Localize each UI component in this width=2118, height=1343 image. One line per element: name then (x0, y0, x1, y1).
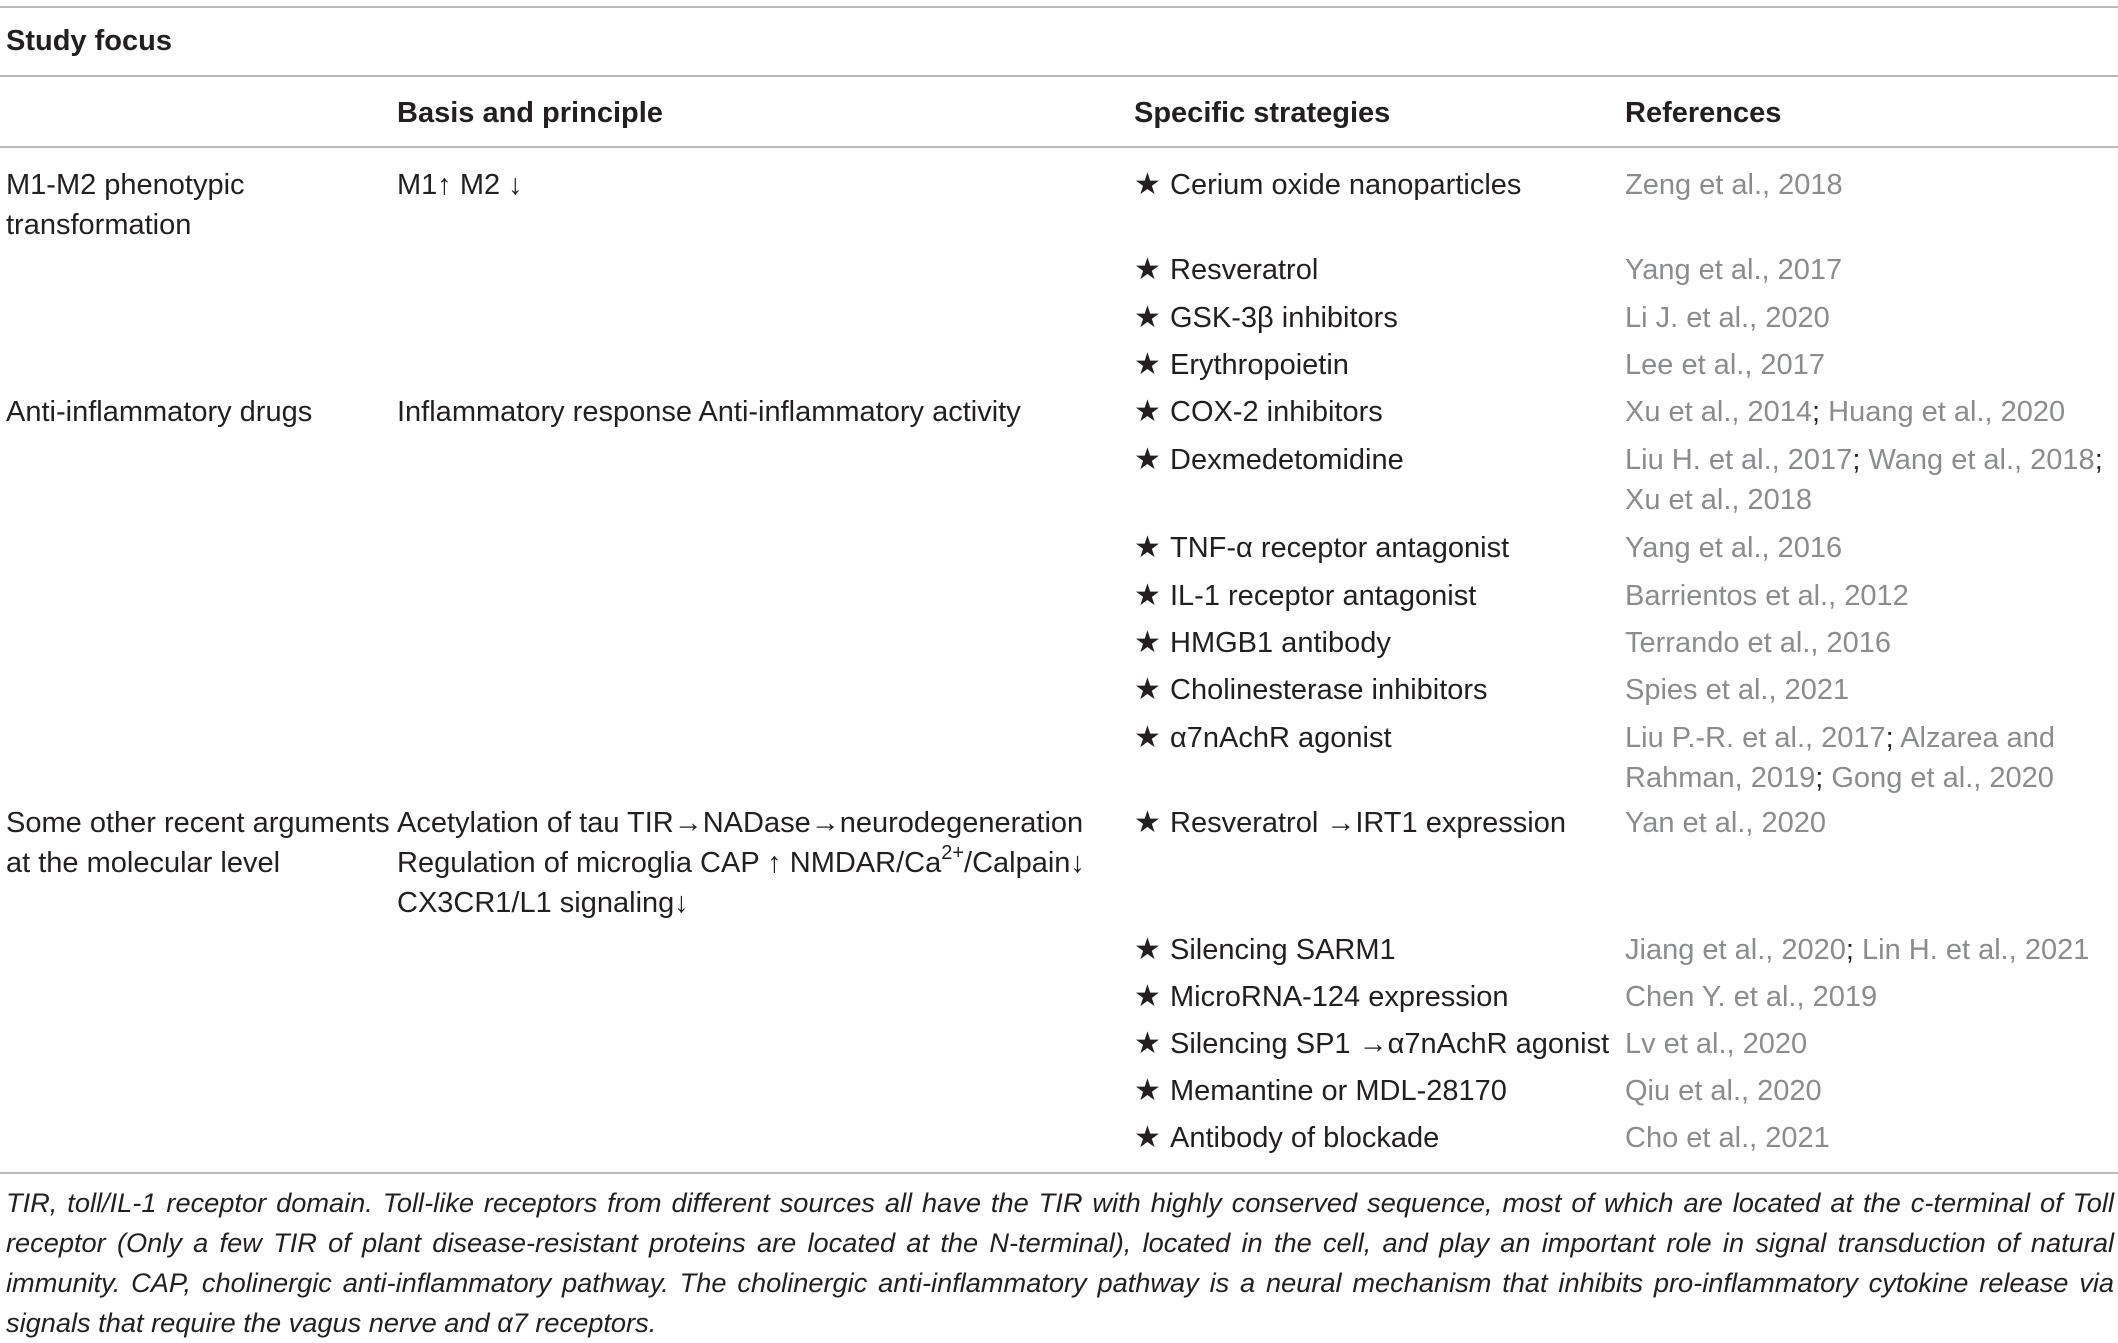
reference-separator: ; (2094, 444, 2103, 476)
reference-cell (1625, 165, 2105, 205)
star-icon: ★ (1134, 721, 1161, 754)
strategy-label: Cerium oxide nanoparticles (1170, 169, 1522, 201)
reference-link[interactable]: Xu et al., 2014 (1625, 396, 1813, 428)
reference-link[interactable]: Gong et al., 2020 (1831, 762, 2054, 794)
reference-link[interactable]: Alzarea and Rahman, 2019 (1625, 722, 2055, 794)
star-icon: ★ (1134, 980, 1161, 1013)
reference-link[interactable]: Qiu et al., 2020 (1625, 1075, 1822, 1107)
reference-link[interactable]: Liu P.-R. et al., 2017 (1625, 722, 1886, 754)
star-icon: ★ (1134, 933, 1161, 966)
header-rule-bottom (0, 146, 2118, 148)
header-rule-top (0, 75, 2118, 77)
reference-link[interactable]: Lin H. et al., 2021 (1862, 934, 2090, 966)
strategy-item (1134, 250, 1614, 290)
reference-cell (1625, 576, 2105, 616)
reference-link[interactable]: Lv et al., 2020 (1625, 1028, 1808, 1060)
star-icon: ★ (1134, 301, 1161, 334)
basis-text: /Calpain↓ (964, 847, 1085, 879)
reference-cell (1625, 930, 2105, 970)
star-icon: ★ (1134, 673, 1161, 706)
star-icon: ★ (1134, 531, 1161, 564)
strategy-label: TNF-α receptor antagonist (1170, 532, 1510, 564)
strategy-item (1134, 392, 1614, 432)
star-icon: ★ (1134, 443, 1161, 476)
reference-link[interactable]: Chen Y. et al., 2019 (1625, 981, 1878, 1013)
strategy-item (1134, 528, 1614, 568)
reference-cell (1625, 250, 2105, 290)
reference-link[interactable]: Yang et al., 2016 (1625, 532, 1843, 564)
reference-link[interactable]: Huang et al., 2020 (1828, 396, 2066, 428)
star-icon: ★ (1134, 579, 1161, 612)
study-focus-cell: Anti-inflammatory drugs (6, 396, 313, 428)
study-focus-cell: M1-M2 phenotypic transformation (6, 169, 245, 241)
reference-link[interactable]: Yang et al., 2017 (1625, 254, 1843, 286)
column-header-basis: Basis and principle (397, 97, 663, 129)
star-icon: ★ (1134, 1074, 1161, 1107)
strategy-label: Dexmedetomidine (1170, 444, 1404, 476)
bottom-rule (0, 1172, 2118, 1174)
reference-link[interactable]: Barrientos et al., 2012 (1625, 580, 1909, 612)
strategy-item (1134, 298, 1614, 338)
reference-cell (1625, 528, 2105, 568)
reference-separator: ; (1815, 762, 1824, 794)
strategy-item (1134, 1071, 1614, 1111)
reference-link[interactable]: Liu H. et al., 2017 (1625, 444, 1853, 476)
strategy-label: HMGB1 antibody (1170, 627, 1391, 659)
reference-cell (1625, 440, 2105, 520)
reference-cell (1625, 1118, 2105, 1158)
study-focus-title: Study focus (6, 25, 172, 57)
reference-link[interactable]: Li J. et al., 2020 (1625, 302, 1830, 334)
reference-link[interactable]: Wang et al., 2018 (1868, 444, 2095, 476)
reference-cell (1625, 1071, 2105, 1111)
strategy-label: MicroRNA-124 expression (1170, 981, 1509, 1013)
strategy-label: Memantine or MDL-28170 (1170, 1075, 1507, 1107)
reference-cell (1625, 298, 2105, 338)
star-icon: ★ (1134, 395, 1161, 428)
strategy-item (1134, 670, 1614, 710)
reference-link[interactable]: Cho et al., 2021 (1625, 1122, 1830, 1154)
strategy-label: GSK-3β inhibitors (1170, 302, 1398, 334)
reference-link[interactable]: Yan et al., 2020 (1625, 807, 1827, 839)
strategy-label: Erythropoietin (1170, 349, 1349, 381)
reference-link[interactable]: Lee et al., 2017 (1625, 349, 1825, 381)
reference-link[interactable]: Spies et al., 2021 (1625, 674, 1850, 706)
reference-cell (1625, 623, 2105, 663)
basis-line: CX3CR1/L1 signaling↓ (397, 887, 689, 919)
basis-cell (397, 803, 1127, 923)
reference-separator: ; (1852, 444, 1861, 476)
strategy-label: Silencing SARM1 (1170, 934, 1396, 966)
reference-cell (1625, 718, 2105, 798)
basis-text: Regulation of microglia CAP ↑ NMDAR/Ca (397, 847, 942, 879)
reference-cell (1625, 392, 2105, 432)
reference-separator: ; (1845, 934, 1854, 966)
strategy-item (1134, 623, 1614, 663)
basis-cell: Inflammatory response Anti-inflammatory activity (397, 396, 1021, 428)
basis-cell: M1↑ M2 ↓ (397, 169, 523, 201)
strategy-label: Resveratrol →IRT1 expression (1170, 807, 1566, 839)
reference-cell (1625, 345, 2105, 385)
reference-cell (1625, 803, 2105, 843)
strategy-item (1134, 718, 1614, 758)
star-icon: ★ (1134, 253, 1161, 286)
strategy-label: α7nAchR agonist (1170, 722, 1392, 754)
strategy-item (1134, 440, 1614, 480)
strategy-item (1134, 345, 1614, 385)
strategy-item (1134, 930, 1614, 970)
reference-link[interactable]: Terrando et al., 2016 (1625, 627, 1892, 659)
reference-separator: ; (1885, 722, 1894, 754)
star-icon: ★ (1134, 1121, 1161, 1154)
strategy-label: Silencing SP1 →α7nAchR agonist (1170, 1028, 1610, 1060)
strategy-label: COX-2 inhibitors (1170, 396, 1383, 428)
star-icon: ★ (1134, 348, 1161, 381)
reference-link[interactable]: Jiang et al., 2020 (1625, 934, 1846, 966)
reference-link[interactable]: Xu et al., 2018 (1625, 484, 1813, 516)
reference-cell (1625, 670, 2105, 710)
strategy-item (1134, 977, 1614, 1017)
reference-cell (1625, 1024, 2105, 1064)
column-header-references: References (1625, 97, 1782, 129)
star-icon: ★ (1134, 626, 1161, 659)
strategy-item (1134, 803, 1614, 843)
table-footnote: TIR, toll/IL-1 receptor domain. Toll-like receptors from different sources all have the TIR with highly conserved sequence, most of which are located at the c-terminal of Toll receptor (Only a few TIR of plant disease-resistant proteins are located at the N-terminal), located in the cell, and play an important role in signal transduction of natural immunity. CAP, cholinergic anti-inflammatory pathway. The cholinergic anti-inflammatory pathway is a neural mechanism that inhibits pro-inflammatory cytokine release via signals that require the vagus nerve and α7 receptors. (6, 1187, 2114, 1338)
strategy-label: Resveratrol (1170, 254, 1319, 286)
reference-link[interactable]: Zeng et al., 2018 (1625, 169, 1843, 201)
strategy-label: Antibody of blockade (1170, 1122, 1440, 1154)
strategy-item (1134, 1024, 1614, 1064)
basis-superscript: 2+ (941, 842, 965, 865)
basis-line: Acetylation of tau TIR→NADase→neurodegeneration (397, 807, 1084, 839)
basis-line (397, 843, 1127, 883)
star-icon: ★ (1134, 1027, 1161, 1060)
strategy-label: IL-1 receptor antagonist (1170, 580, 1477, 612)
strategy-item (1134, 576, 1614, 616)
strategy-label: Cholinesterase inhibitors (1170, 674, 1488, 706)
top-rule (0, 6, 2118, 8)
reference-cell (1625, 977, 2105, 1017)
strategy-item (1134, 165, 1614, 205)
strategy-item (1134, 1118, 1614, 1158)
column-header-strategies: Specific strategies (1134, 97, 1391, 129)
star-icon: ★ (1134, 168, 1161, 201)
reference-separator: ; (1812, 396, 1821, 428)
study-focus-cell: Some other recent arguments at the molecular level (6, 807, 390, 879)
star-icon: ★ (1134, 806, 1161, 839)
